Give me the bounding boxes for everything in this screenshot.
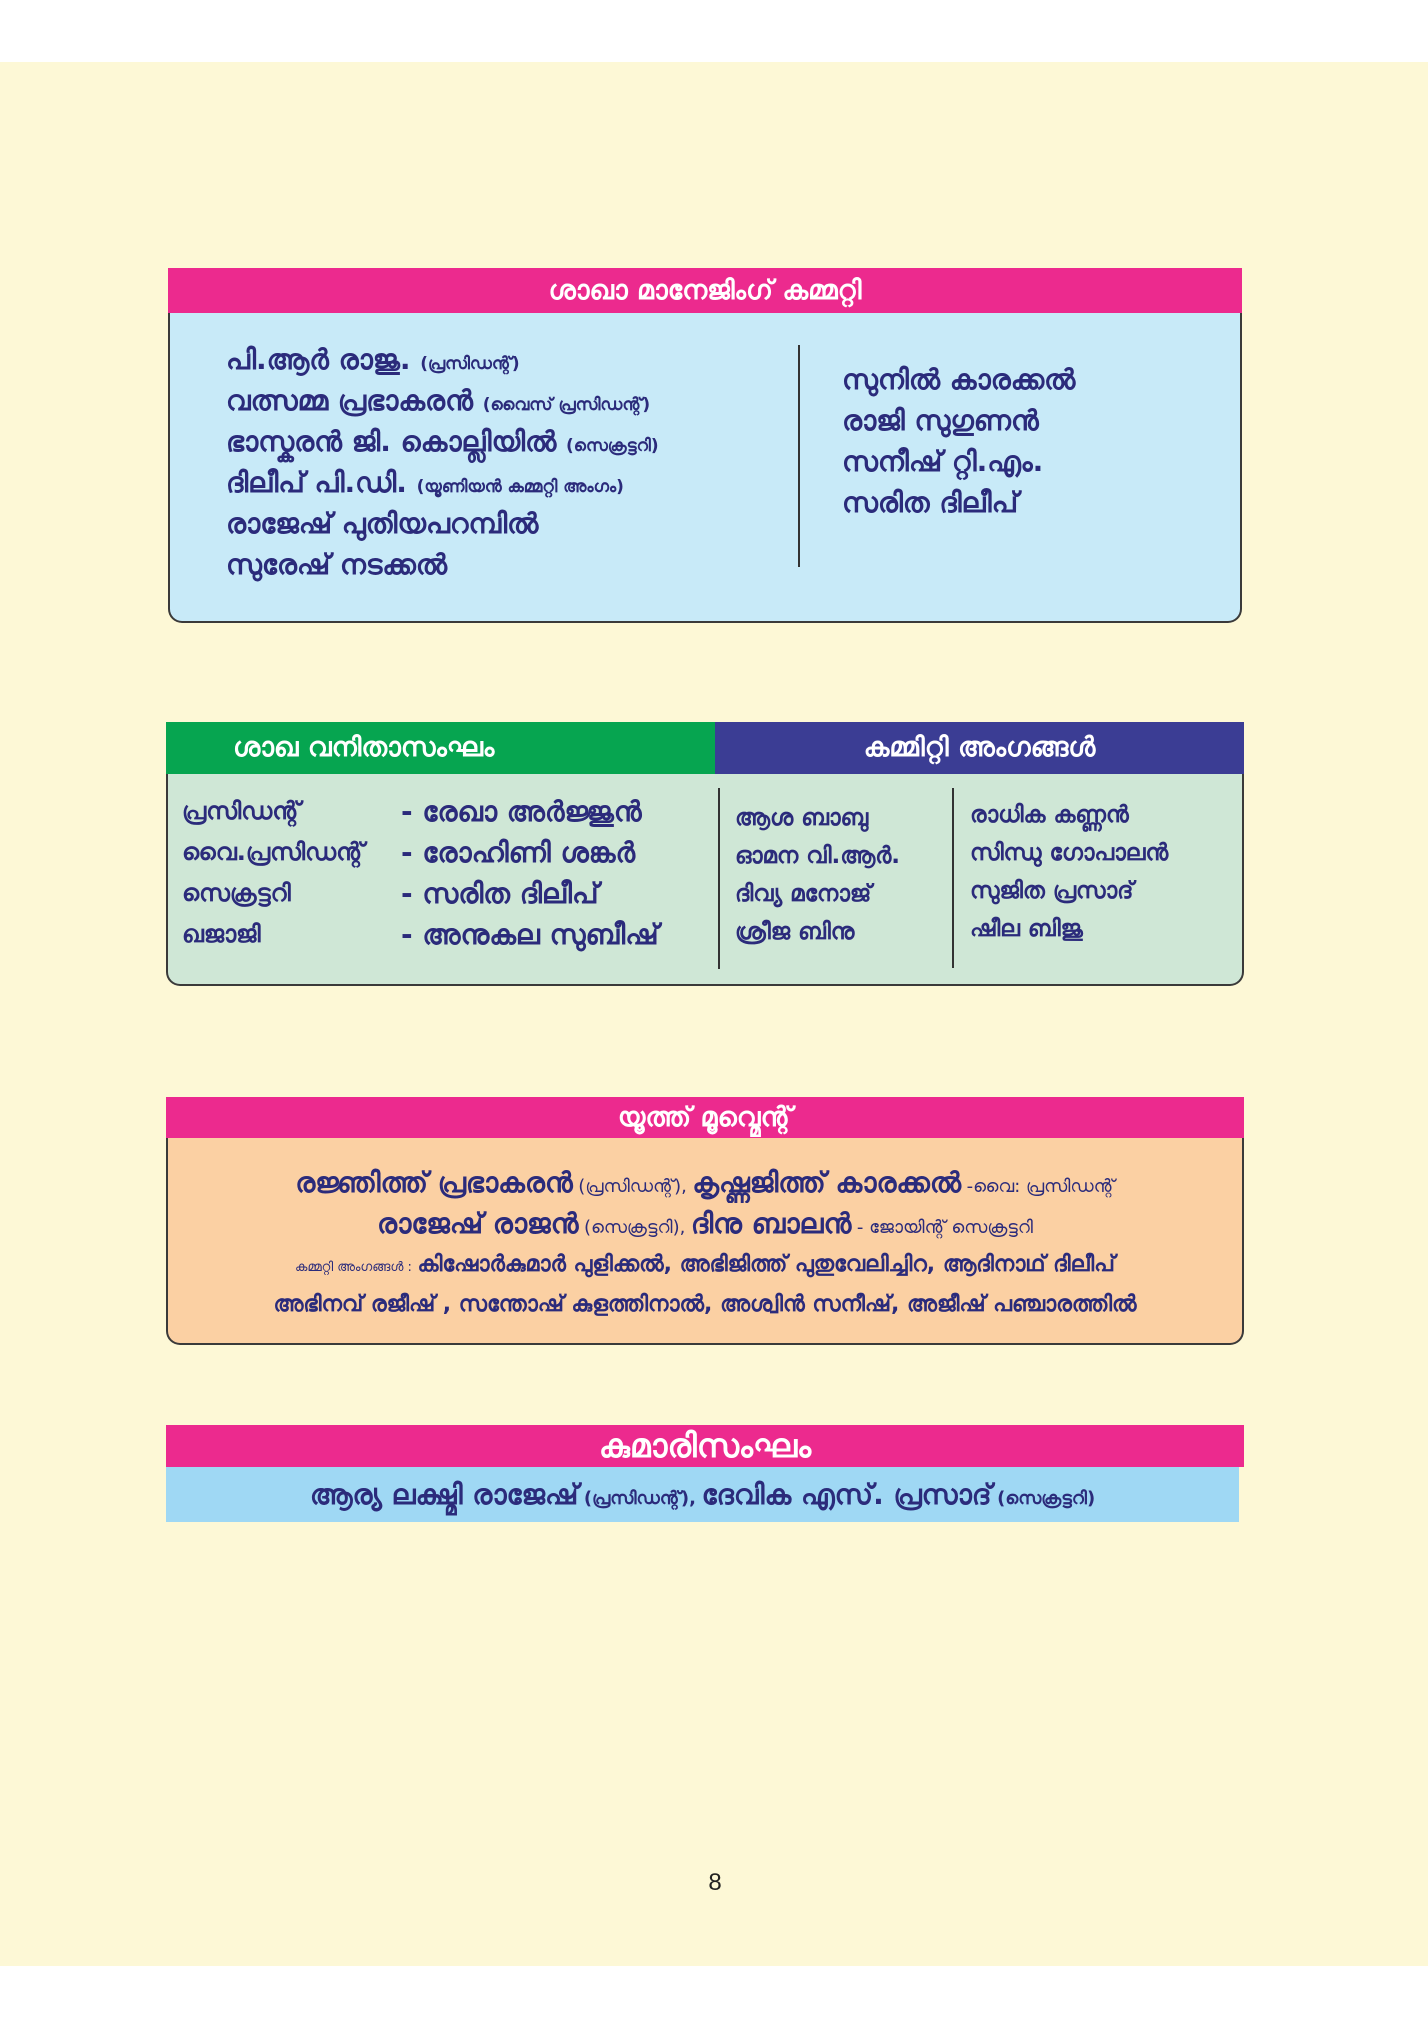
vanitha-sangham-header <box>166 722 1244 774</box>
officer-names-column <box>401 791 713 955</box>
committee-member <box>226 380 786 421</box>
committee-member <box>226 503 786 544</box>
members-names: അഭിനവ് രജീഷ് , സന്തോഷ് കുളത്തിനാൽ, അശ്വിൻ സനീഷ്, അജീഷ് പഞ്ചാരത്തിൽ <box>273 1292 1137 1317</box>
member-name: ആശ ബാബു <box>735 805 869 831</box>
committee-member-name: സനീഷ് റ്റി.എം. <box>842 445 1044 478</box>
member-name: ശ്രീജ ബിനു <box>735 919 855 945</box>
managing-committee-header: ശാഖാ മാനേജിംഗ് കമ്മറ്റി <box>168 268 1242 313</box>
page-number: 8 <box>708 1869 722 1896</box>
member-role: (സെക്രട്ടറി) <box>566 436 659 456</box>
managing-committee-right-column <box>842 359 1232 523</box>
officer-role: ഖജാജി <box>182 920 261 948</box>
joint-secretary-name: ദിനു ബാലൻ <box>690 1207 852 1240</box>
member-name: ഓമന വി.ആർ. <box>735 843 901 869</box>
members-column-2 <box>970 796 1236 948</box>
officer-roles-column <box>182 791 394 955</box>
member-name: രാജേഷ് പുതിയപറമ്പിൽ <box>226 507 539 540</box>
member-name: ദിലീപ് പി.ഡി. <box>226 466 407 499</box>
youth-members-line-2 <box>178 1284 1232 1325</box>
youth-officers-line-1 <box>178 1162 1232 1203</box>
officer-name: - സരിത ദിലീപ് <box>401 877 599 910</box>
members-names: കിഷോർകുമാർ പുളിക്കൽ, അഭിജിത്ത് പുതുവേലിച്ചിറ, ആദിനാഥ് ദിലീപ് <box>417 1252 1115 1277</box>
managing-committee-left-column <box>226 339 786 585</box>
president-name: ആര്യ ലക്ഷ്മി രാജേഷ് <box>309 1478 579 1511</box>
members-label: കമ്മറ്റി അംഗങ്ങൾ : <box>295 1260 412 1275</box>
officer-role: പ്രസിഡന്റ് <box>182 797 301 825</box>
kumari-sangham-header: കുമാരിസംഘം <box>166 1425 1244 1467</box>
committee-member <box>226 544 786 585</box>
kumari-sangham-officers <box>176 1467 1229 1522</box>
member-role: (യൂണിയൻ കമ്മറ്റി അംഗം) <box>416 477 624 497</box>
member-role: (പ്രസിഡന്റ്) <box>420 354 520 374</box>
vanitha-sangham-title: ശാഖ വനിതാസംഘം <box>166 722 715 774</box>
youth-movement-header: യൂത്ത് മൂവ്മെന്റ് <box>166 1097 1244 1138</box>
joint-secretary-role: - ജോയിന്റ് സെക്രട്ടറി <box>856 1217 1033 1238</box>
member-name: ഭാസ്കരൻ ജി. കൊല്ലിയിൽ <box>226 425 557 458</box>
member-name: വത്സമ്മ പ്രഭാകരൻ <box>226 384 473 417</box>
member-name: പി.ആർ രാജു. <box>226 343 411 376</box>
committee-member-name: സരിത ദിലീപ് <box>842 486 1019 519</box>
youth-movement-box <box>166 1138 1244 1345</box>
officer-role: സെക്രട്ടറി <box>182 879 291 907</box>
committee-member-name: രാജി സുഗുണൻ <box>842 404 1039 437</box>
managing-committee-box <box>168 313 1242 623</box>
member-name: സിന്ധു ഗോപാലൻ <box>970 840 1169 866</box>
member-role: (വൈസ് പ്രസിഡന്റ്) <box>482 395 651 415</box>
column-divider <box>798 345 800 567</box>
vice-president-role: -വൈ: പ്രസിഡന്റ് <box>966 1176 1115 1197</box>
member-name: രാധിക കണ്ണൻ <box>970 802 1129 828</box>
secretary-name: രാജേഷ് രാജൻ <box>377 1207 579 1240</box>
youth-members-line-1 <box>178 1244 1232 1285</box>
secretary-role: (സെക്രട്ടറി), <box>583 1217 686 1238</box>
committee-member <box>226 421 786 462</box>
member-name: സുരേഷ് നടക്കൽ <box>226 548 448 581</box>
column-divider <box>952 788 954 968</box>
committee-members-title: കമ്മിറ്റി അംഗങ്ങൾ <box>715 722 1244 774</box>
member-name: സുജിത പ്രസാദ് <box>970 878 1134 904</box>
president-role: (പ്രസിഡന്റ്), <box>583 1488 696 1509</box>
member-name: ഷീല ബിജു <box>970 916 1083 942</box>
officer-name: - അനുകല സുബീഷ് <box>401 918 659 951</box>
secretary-name: ദേവിക എസ്. പ്രസാദ് <box>701 1478 992 1511</box>
officer-name: - രോഹിണി ശങ്കർ <box>401 836 636 869</box>
committee-member <box>226 339 786 380</box>
committee-member <box>226 462 786 503</box>
president-name: രജ്ഞിത്ത് പ്രഭാകരൻ <box>295 1166 573 1199</box>
youth-officers-line-2 <box>178 1203 1232 1244</box>
officer-role: വൈ.പ്രസിഡന്റ് <box>182 838 365 866</box>
members-column-1 <box>735 799 945 951</box>
vanitha-sangham-box <box>166 774 1244 986</box>
vice-president-name: കൃഷ്ണജിത്ത് കാരക്കൽ <box>692 1166 962 1199</box>
member-name: ദിവ്യ മനോജ് <box>735 881 872 907</box>
committee-member-name: സുനിൽ കാരക്കൽ <box>842 363 1076 396</box>
kumari-sangham-band <box>166 1467 1239 1522</box>
officer-name: - രേഖാ അർജ്ജുൻ <box>401 795 642 828</box>
secretary-role: (സെക്രട്ടറി) <box>997 1488 1096 1509</box>
column-divider <box>718 788 720 969</box>
president-role: (പ്രസിഡന്റ്), <box>578 1176 687 1197</box>
